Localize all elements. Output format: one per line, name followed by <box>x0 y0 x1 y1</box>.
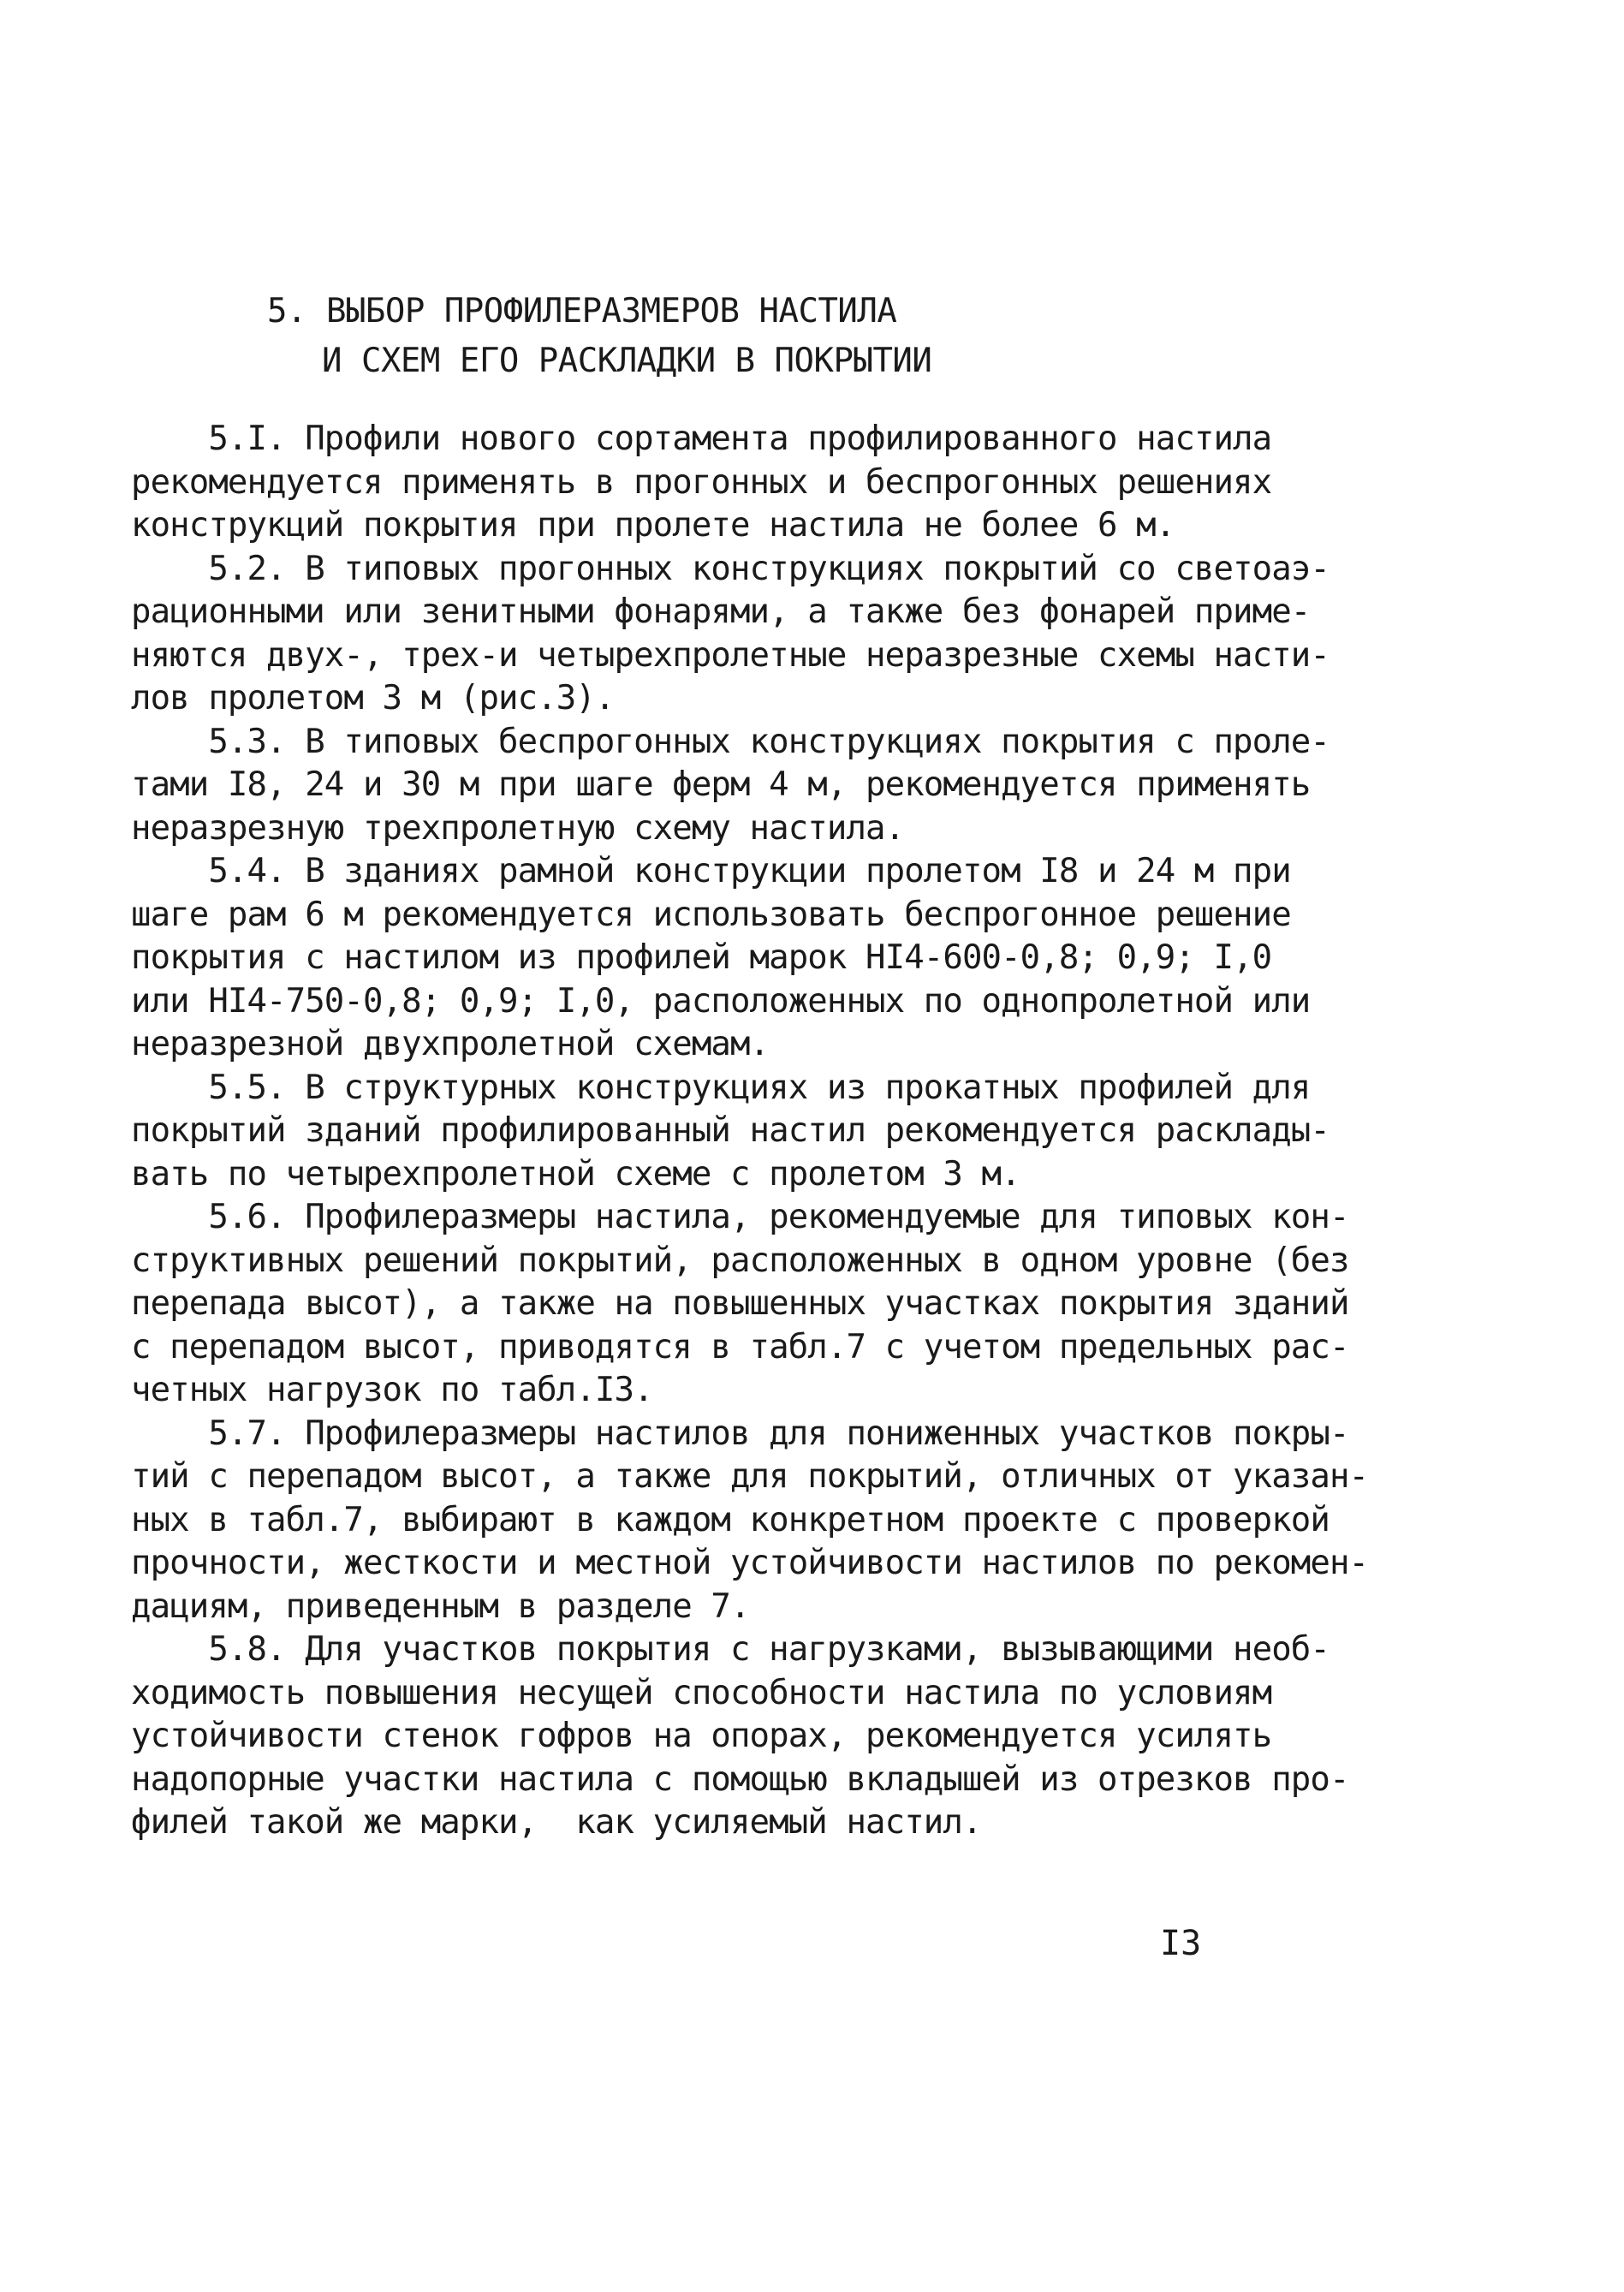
text-line: шаге рам 6 м рекомендуется использовать беспрогонное решение <box>131 895 1291 934</box>
section-heading <box>267 287 931 386</box>
section-heading-line: И СХЕМ ЕГО РАСКЛАДКИ В ПОКРЫТИИ <box>322 342 932 380</box>
text-line: 5.4. В зданиях рамной конструкции пролетом I8 и 24 м при <box>131 852 1291 890</box>
text-line: или НI4-750-0,8; 0,9; I,0, расположенных по однопролетной или <box>131 981 1311 1021</box>
paragraph-5-1 <box>131 418 1272 548</box>
text-line: конструкций покрытия при пролете настила не более 6 м. <box>131 506 1175 545</box>
paragraph-5-8 <box>131 1628 1349 1845</box>
paragraph-5-5 <box>131 1067 1330 1197</box>
text-line: тами I8, 24 и 30 м при шаге ферм 4 м, рекомендуется применять <box>131 765 1311 804</box>
paragraph-5-2 <box>131 548 1330 721</box>
text-line: ходимость повышения несущей способности настила по условиям <box>131 1673 1272 1712</box>
text-line: 5.8. Для участков покрытия с нагрузками, вызывающими необ- <box>131 1630 1330 1669</box>
text-line: дациям, приведенным в разделе 7. <box>131 1587 750 1626</box>
text-line: 5.7. Профилеразмеры настилов для пониженных участков покры- <box>131 1414 1349 1453</box>
text-line: неразрезную трехпролетную схему настила. <box>131 808 905 848</box>
text-line: 5.3. В типовых беспрогонных конструкциях покрытия с проле- <box>131 722 1330 761</box>
text-line: лов пролетом 3 м (рис.3). <box>131 679 615 717</box>
text-line: устойчивости стенок гофров на опорах, рекомендуется усилять <box>131 1717 1272 1755</box>
text-line: прочности, жесткости и местной устойчивости настилов по рекомен- <box>131 1544 1369 1582</box>
paragraph-5-7 <box>131 1413 1369 1629</box>
text-line: 5.2. В типовых прогонных конструкциях покрытий со светоаэ- <box>131 549 1330 588</box>
text-line: 5.I. Профили нового сортамента профилированного настила <box>131 420 1272 458</box>
text-line: перепада высот), а также на повышенных участках покрытия зданий <box>131 1284 1349 1323</box>
paragraph-5-4 <box>131 850 1311 1067</box>
text-line: рационными или зенитными фонарями, а также без фонарей приме- <box>131 592 1311 631</box>
body-text <box>131 418 1369 1845</box>
page-number: I3 <box>1160 1924 1202 1963</box>
text-line: 5.6. Профилеразмеры настила, рекомендуемые для типовых кон- <box>131 1198 1349 1236</box>
text-line: филей такой же марки, как усиляемый настил. <box>131 1803 982 1842</box>
text-line: с перепадом высот, приводятся в табл.7 с учетом предельных рас- <box>131 1327 1349 1366</box>
paragraph-5-3 <box>131 721 1330 851</box>
paragraph-5-6 <box>131 1196 1349 1413</box>
text-line: четных нагрузок по табл.I3. <box>131 1371 653 1409</box>
text-line: надопорные участки настила с помощью вкладышей из отрезков про- <box>131 1759 1349 1799</box>
section-heading-line: 5. ВЫБОР ПРОФИЛЕРАЗМЕРОВ НАСТИЛА <box>267 292 897 330</box>
text-line: неразрезной двухпролетной схемам. <box>131 1025 770 1063</box>
text-line: няются двух-, трех-и четырехпролетные неразрезные схемы насти- <box>131 635 1330 675</box>
text-line: ных в табл.7, выбирают в каждом конкретном проекте с проверкой <box>131 1500 1330 1539</box>
text-line: тий с перепадом высот, а также для покрытий, отличных от указан- <box>131 1457 1369 1496</box>
text-line: покрытия с настилом из профилей марок НI4-600-0,8; 0,9; I,0 <box>131 938 1272 977</box>
text-line: рекомендуется применять в прогонных и беспрогонных решениях <box>131 462 1272 502</box>
text-line: покрытий зданий профилированный настил рекомендуется расклады- <box>131 1111 1330 1150</box>
text-line: 5.5. В структурных конструкциях из прокатных профилей для <box>131 1068 1311 1107</box>
text-line: вать по четырехпролетной схеме с пролетом 3 м. <box>131 1154 1020 1194</box>
text-line: структивных решений покрытий, расположенных в одном уровне (без <box>131 1241 1349 1280</box>
